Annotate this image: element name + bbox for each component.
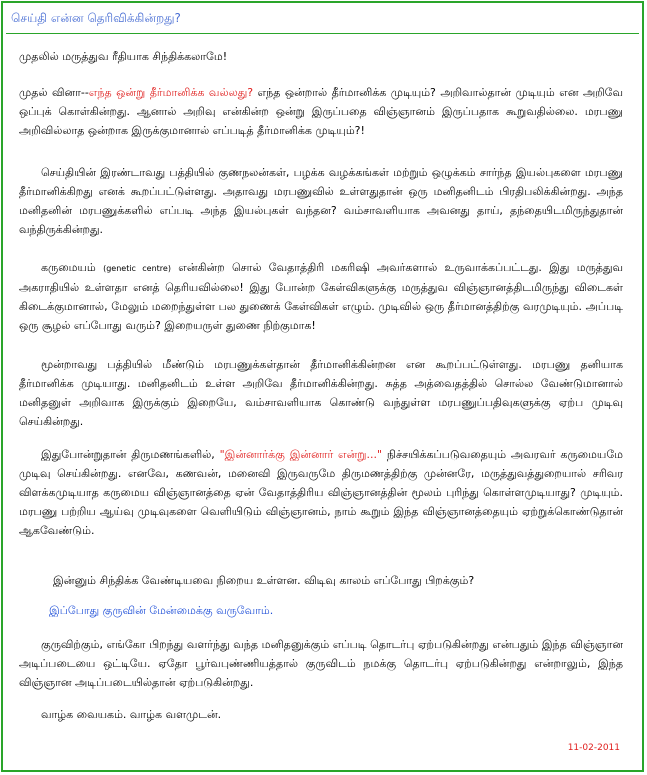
p3-rest: என்கின்ற சொல் வேதாத்திரி மகரிஷி அவர்களால் உருவாக்கப்பட்டது. இது மருத்துவ அகராதியில் உள்ளதா எனத் தெரியவில்லை! இது போன்ற கேள்விகளுக்கு மருத்துவ விஞ்ஞானத்திடமிருந்து விடைகள் கிடைக்குமானால், மேலும் மறைந்துள்ள பல துணைக் கேள்விகள் எழும். முடிவில் ஒரு தீர்மானத்திற்கு வரமுடியும். அப்படி ஒரு சூழல் எப்போது வரும்? இறையருள் துணை நிற்குமாக! [19,261,624,332]
page-title: செய்தி என்ன தெரிவிக்கின்றது? [11,11,181,25]
p5-rest: நிச்சயிக்கப்படுவதையும் அவரவர் கருமையமே முடிவு செய்கின்றது. எனவே, கணவன், மனைவி இருவருமே திருமணத்திற்கு முன்னரே, மருத்துவத்துறையால் சரிவர விளக்கமுடியாத கருமைய விஞ்ஞானத்தை ஏன் வேதாத்திரிய விஞ்ஞானத்தின் மூலம் புரிந்து கொள்ளமுடியாது? முடியும். மரபணு பற்றிய ஆய்வு முடிவுகளை வெளியிடும் விஞ்ஞானம், நாம் கூறும் இந்த விஞ்ஞானத்தையும் ஏற்றுக்கொண்டுதான் ஆகவேண்டும். [19,448,623,537]
p1-rest: எந்த ஒன்றால் தீர்மானிக்க முடியும்? அறிவால்தான் முடியும் என அறிவே ஒப்புக் கொள்கின்றது. ஆனால் அறிவு என்கின்ற ஒன்று இருப்பதை விஞ்ஞானம் இருப்பதாக கூறுவதில்லை. மரபணு அறிவில்லாத ஒன்றாக இருக்குமானால் எப்படித் தீர்மானிக்க முடியும்?! [19,86,623,137]
p3-latin-term: (genetic centre) [103,264,171,273]
intro-paragraph: முதலில் மருத்துவ ரீதியாக சிந்திக்கலாமே! [19,50,228,63]
p5-lead: இதுபோன்றுதான் திருமணங்களில், [41,448,220,461]
paragraph-2: செய்தியின் இரண்டாவது பத்தியில் குணநலன்கள், பழக்க வழக்கங்கள் மற்றும் ஒழுக்கம் சார்ந்த இயல்புகளை மரபணு தீர்மானிக்கிறது எனக் கூறப்பட்டுள்ளது. அதாவது மரபணுவில் உள்ளதுதான் ஒரு மனிதனிடம் பிரதிபலிக்கின்றது. அந்த மனிதனின் மரபணுக்களில் எப்படி அந்த இயல்புகள் வந்தன? வம்சாவளியாக அவனது தாய், தந்தையிடமிருந்துதான் வந்திருக்கின்றது. [19,166,623,236]
article-frame [1,1,644,772]
paragraph-1 [19,83,623,140]
paragraph-6: இன்னும் சிந்திக்க வேண்டியவை நிறைய உள்ளன. விடிவு காலம் எப்போது பிறக்கும்? [53,574,475,587]
paragraph-8: குருவிற்கும், எங்கோ பிறந்து வளர்ந்து வந்த மனிதனுக்கும் எப்படி தொடர்பு ஏற்படுகின்றது என்பதும் இந்த விஞ்ஞான அடிப்படையை ஒட்டியே. ஏதோ பூர்வபுண்ணியத்தால் குருவிடம் நமக்கு தொடர்பு ஏற்படுகின்றது என்றாலும், இந்த விஞ்ஞான அடிப்படையில்தான் ஏற்படுகின்றது. [19,638,623,689]
paragraph-4: மூன்றாவது பத்தியில் மீண்டும் மரபணுக்கள்தான் தீர்மானிக்கின்றன என கூறப்பட்டுள்ளது. மரபணு தனியாக தீர்மானிக்க முடியாது. மனிதனிடம் உள்ள அறிவே தீர்மானிக்கின்றது. சுத்த அத்வைதத்தில் சொல்ல வேண்டுமானால் மனிதனுள் அறிவாக இருக்கும் இறையே, வம்சாவளியாக கொண்டு வந்துள்ள மரபணுப்பதிவுகளுக்கு ஏற்ப முடிவு செய்கின்றது. [19,358,623,428]
date-stamp: 11-02-2011 [567,743,620,753]
p3-lead: கருமையம் [41,261,96,274]
paragraph-5 [19,445,623,540]
title-divider [6,33,639,34]
p5-quote: "இன்னார்க்கு இன்னார் என்று..." [219,448,383,461]
paragraph-7: இப்போது குருவின் மேன்மைக்கு வருவோம். [49,604,274,617]
p1-lead: முதல் வினா-- [19,86,89,99]
closing-line: வாழ்க வையகம். வாழ்க வளமுடன். [41,708,222,721]
p1-question: எந்த ஒன்று தீர்மானிக்க வல்லது? [88,86,254,99]
paragraph-3 [19,258,623,335]
